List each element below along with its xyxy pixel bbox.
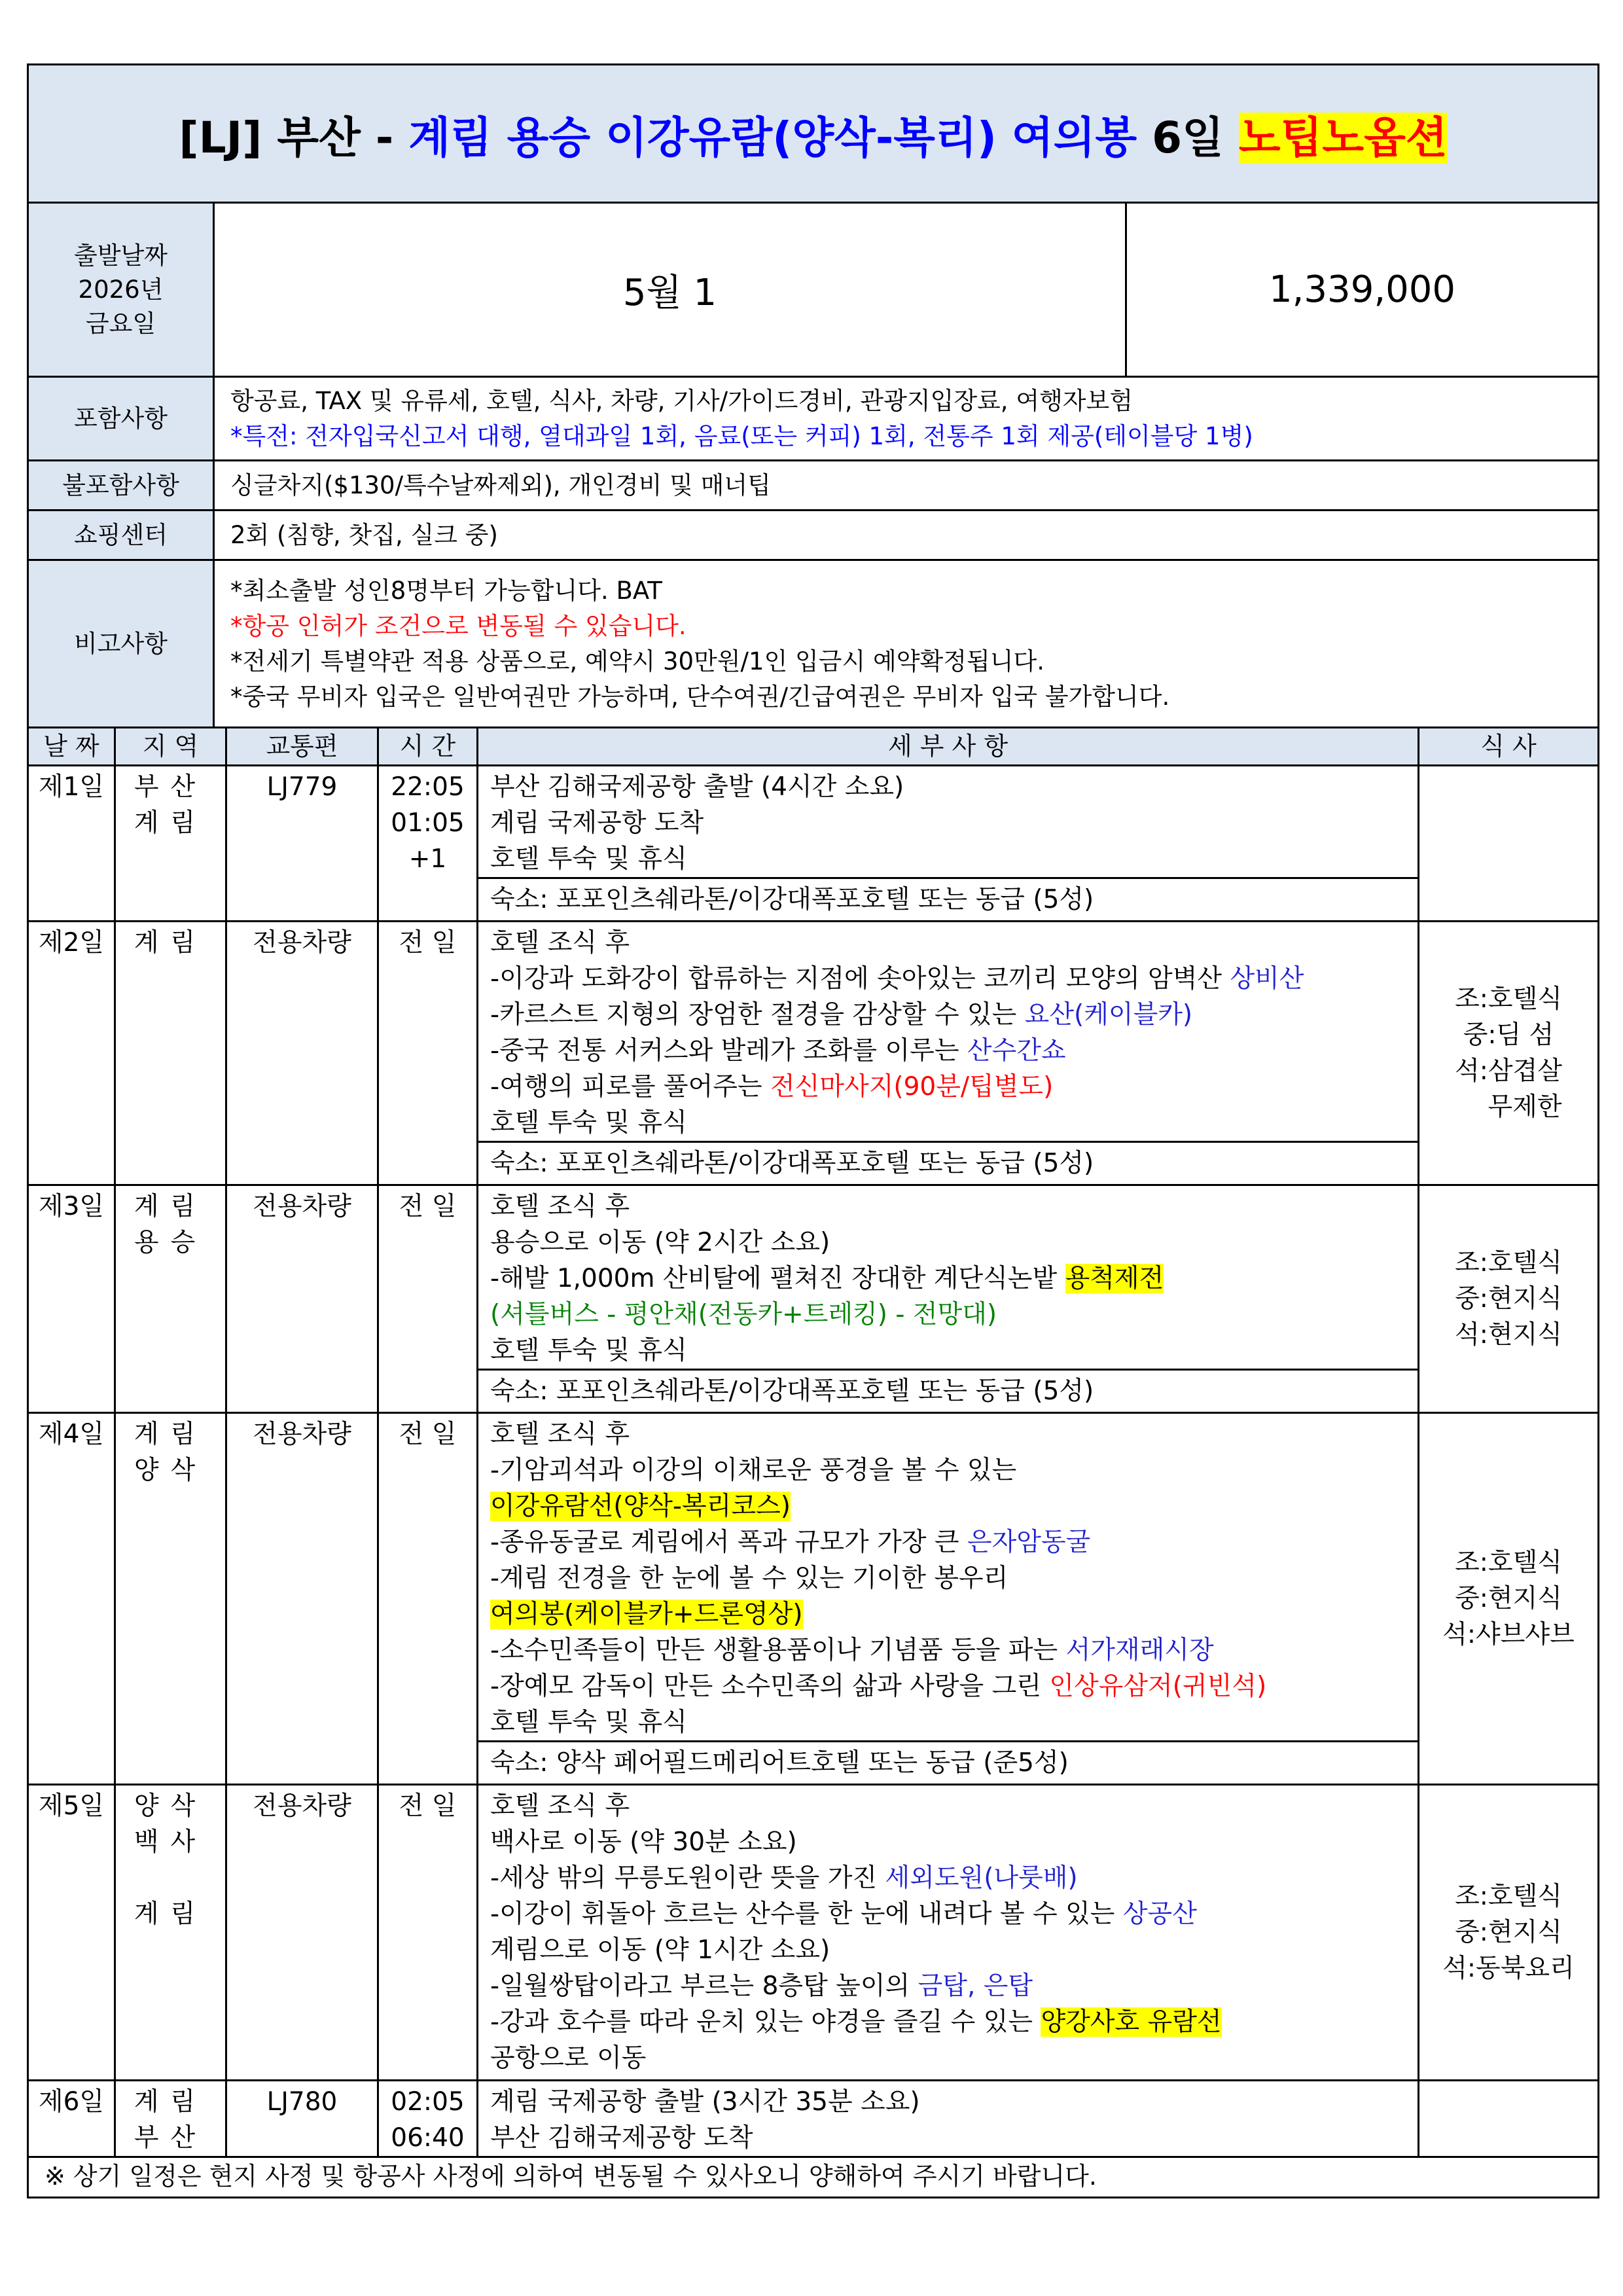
itinerary-document <box>27 63 1597 2198</box>
day-row: 제5일 양삭 백사 계림 전용차량 전 일 호텔 조식 후 백사로 이동 (약 30분 소요) -세상 밖의 무릉도원이란 뜻을 가진 세외도원(나룻배) -이강이 휘돌아 흐르는 산수를 한 눈에 내려다 볼 수 있는 상공산 계림으로 이동 (약 1시간 소요) -일월쌍탑이라고 부르는 8층탑 높이의 금탑, 은탑 -강과 호수를 따라 운치 있는 야경을 즐길 수 있는 양강사호 유람선 공항으로 이동 조:호텔식 중:현지식 석:동북요리 <box>28 1785 1599 2081</box>
day-details: 부산 김해국제공항 출발 (4시간 소요) 계림 국제공항 도착 호텔 투숙 및 휴식 <box>478 766 1419 878</box>
day-meals: 조:호텔식 중:현지식 석:현지식 <box>1419 1185 1599 1413</box>
day-row: 제4일 계림 양삭 전용차량 전 일 호텔 조식 후 -기암괴석과 이강의 이채로운 풍경을 볼 수 있는 이강유람선(양삭-복리코스) -종유동굴로 계림에서 폭과 규모가 가장 큰 은자암동굴 -계림 전경을 한 눈에 볼 수 있는 기이한 봉우리 여의봉(케이블카+드론영상) -소수민족들이 만든 생활용품이나 기념품 등을 파는 서가재래시장 -장예모 감독이 만든 소수민족의 삶과 사랑을 그린 인상유삼저(귀빈석) 호텔 투숙 및 휴식 조:호텔식 중:현지식 석:샤브샤브 <box>28 1413 1599 1742</box>
day-meals: 조:호텔식 중:현지식 석:동북요리 <box>1419 1785 1599 2081</box>
day-row: 제2일 계림 전용차량 전 일 호텔 조식 후 -이강과 도화강이 합류하는 지점에 솟아있는 코끼리 모양의 암벽산 상비산 -카르스트 지형의 장엄한 절경을 감상할 수 있는 요산(케이블카) -중국 전통 서커스와 발레가 조화를 이루는 산수간쇼 -여행의 피로를 풀어주는 전신마사지(90분/팁별도) 호텔 투숙 및 휴식 조:호텔식 중:딤 섬 석:삼겹살 무제한 <box>28 922 1599 1142</box>
page-title <box>28 65 1599 203</box>
day-hotel: 숙소: 포포인츠쉐라톤/이강대폭포호텔 또는 동급 (5성) <box>478 1142 1419 1185</box>
day-row: 제6일 계림 부산 LJ780 02:05 06:40 계림 국제공항 출발 (3시간 35분 소요) 부산 김해국제공항 도착 <box>28 2081 1599 2157</box>
day-details: 호텔 조식 후 백사로 이동 (약 30분 소요) -세상 밖의 무릉도원이란 뜻을 가진 세외도원(나룻배) -이강이 휘돌아 흐르는 산수를 한 눈에 내려다 볼 수 있는 상공산 계림으로 이동 (약 1시간 소요) -일월쌍탑이라고 부르는 8층탑 높이의 금탑, 은탑 -강과 호수를 따라 운치 있는 야경을 즐길 수 있는 양강사호 유람선 공항으로 이동 <box>478 1785 1419 2081</box>
included-label: 포함사항 <box>28 377 214 461</box>
day-meals: 조:호텔식 중:딤 섬 석:삼겹살 무제한 <box>1419 922 1599 1185</box>
day-row: 제1일 부산 계림 LJ779 22:05 01:05 +1 부산 김해국제공항 출발 (4시간 소요) 계림 국제공항 도착 호텔 투숙 및 휴식 <box>28 766 1599 878</box>
header-meals: 식 사 <box>1419 728 1599 766</box>
included-text: 항공료, TAX 및 유류세, 호텔, 식사, 차량, 기사/가이드경비, 관광지입장료, 여행자보험 *특전: 전자입국신고서 대행, 열대과일 1회, 음료(또는 커피) 1회, 전통주 1회 제공(테이블당 1병) <box>214 377 1599 461</box>
header-day: 날 짜 <box>28 728 115 766</box>
excluded-text: 싱글차지($130/특수날짜제외), 개인경비 및 매너팁 <box>214 461 1599 511</box>
day-meals <box>1419 766 1599 922</box>
day-row: 제3일 계림 용승 전용차량 전 일 호텔 조식 후 용승으로 이동 (약 2시간 소요) -해발 1,000m 산비탈에 펼쳐진 장대한 계단식논밭 용척제전 (셔틀버스 - 평안채(전동카+트레킹) - 전망대) 호텔 투숙 및 휴식 조:호텔식 중:현지식 석:현지식 <box>28 1185 1599 1370</box>
remarks-label: 비고사항 <box>28 560 214 728</box>
header-transport: 교통편 <box>226 728 378 766</box>
shopping-text: 2회 (침향, 찻집, 실크 중) <box>214 511 1599 560</box>
day-details: 호텔 조식 후 -기암괴석과 이강의 이채로운 풍경을 볼 수 있는 이강유람선(양삭-복리코스) -종유동굴로 계림에서 폭과 규모가 가장 큰 은자암동굴 -계림 전경을 한 눈에 볼 수 있는 기이한 봉우리 여의봉(케이블카+드론영상) -소수민족들이 만든 생활용품이나 기념품 등을 파는 서가재래시장 -장예모 감독이 만든 소수민족의 삶과 사랑을 그린 인상유삼저(귀빈석) 호텔 투숙 및 휴식 <box>478 1413 1419 1742</box>
day-meals: 조:호텔식 중:현지식 석:샤브샤브 <box>1419 1413 1599 1785</box>
tour-price: 1,339,000 <box>1126 203 1599 377</box>
title-prefix: [LJ] 부산 - <box>179 112 409 163</box>
day-meals <box>1419 2081 1599 2157</box>
itinerary-header <box>28 728 1599 766</box>
info-table <box>27 63 1599 728</box>
day-details: 호텔 조식 후 용승으로 이동 (약 2시간 소요) -해발 1,000m 산비탈에 펼쳐진 장대한 계단식논밭 용척제전 (셔틀버스 - 평안채(전동카+트레킹) - 전망대) 호텔 투숙 및 휴식 <box>478 1185 1419 1370</box>
day-hotel: 숙소: 포포인츠쉐라톤/이강대폭포호텔 또는 동급 (5성) <box>478 1370 1419 1413</box>
header-time: 시 간 <box>378 728 478 766</box>
day-details: 호텔 조식 후 -이강과 도화강이 합류하는 지점에 솟아있는 코끼리 모양의 암벽산 상비산 -카르스트 지형의 장엄한 절경을 감상할 수 있는 요산(케이블카) -중국 전통 서커스와 발레가 조화를 이루는 산수간쇼 -여행의 피로를 풀어주는 전신마사지(90분/팁별도) 호텔 투숙 및 휴식 <box>478 922 1419 1142</box>
header-details: 세 부 사 항 <box>478 728 1419 766</box>
title-days: 6일 <box>1137 112 1239 163</box>
title-badge: 노팁노옵션 <box>1238 112 1448 163</box>
day-hotel: 숙소: 양삭 페어필드메리어트호텔 또는 동급 (준5성) <box>478 1742 1419 1785</box>
title-route: 계림 용승 이강유람(양삭-복리) 여의봉 <box>408 112 1137 163</box>
header-region: 지 역 <box>115 728 226 766</box>
day-details: 계림 국제공항 출발 (3시간 35분 소요) 부산 김해국제공항 도착 <box>478 2081 1419 2157</box>
day-hotel: 숙소: 포포인츠쉐라톤/이강대폭포호텔 또는 동급 (5성) <box>478 878 1419 922</box>
departure-label: 출발날짜 2026년 금요일 <box>28 203 214 377</box>
shopping-label: 쇼핑센터 <box>28 511 214 560</box>
itinerary-table <box>27 726 1599 2198</box>
departure-date: 5월 1 <box>214 203 1126 377</box>
footer-notice: ※ 상기 일정은 현지 사정 및 항공사 사정에 의하여 변동될 수 있사오니 양해하여 주시기 바랍니다. <box>28 2157 1599 2198</box>
excluded-label: 불포함사항 <box>28 461 214 511</box>
remarks-text: *최소출발 성인8명부터 가능합니다. BAT *항공 인허가 조건으로 변동될 수 있습니다. *전세기 특별약관 적용 상품으로, 예약시 30만원/1인 입금시 예약확정됩니다. *중국 무비자 입국은 일반여권만 가능하며, 단수여권/긴급여권은 무비자 입국 불가합니다. <box>214 560 1599 728</box>
